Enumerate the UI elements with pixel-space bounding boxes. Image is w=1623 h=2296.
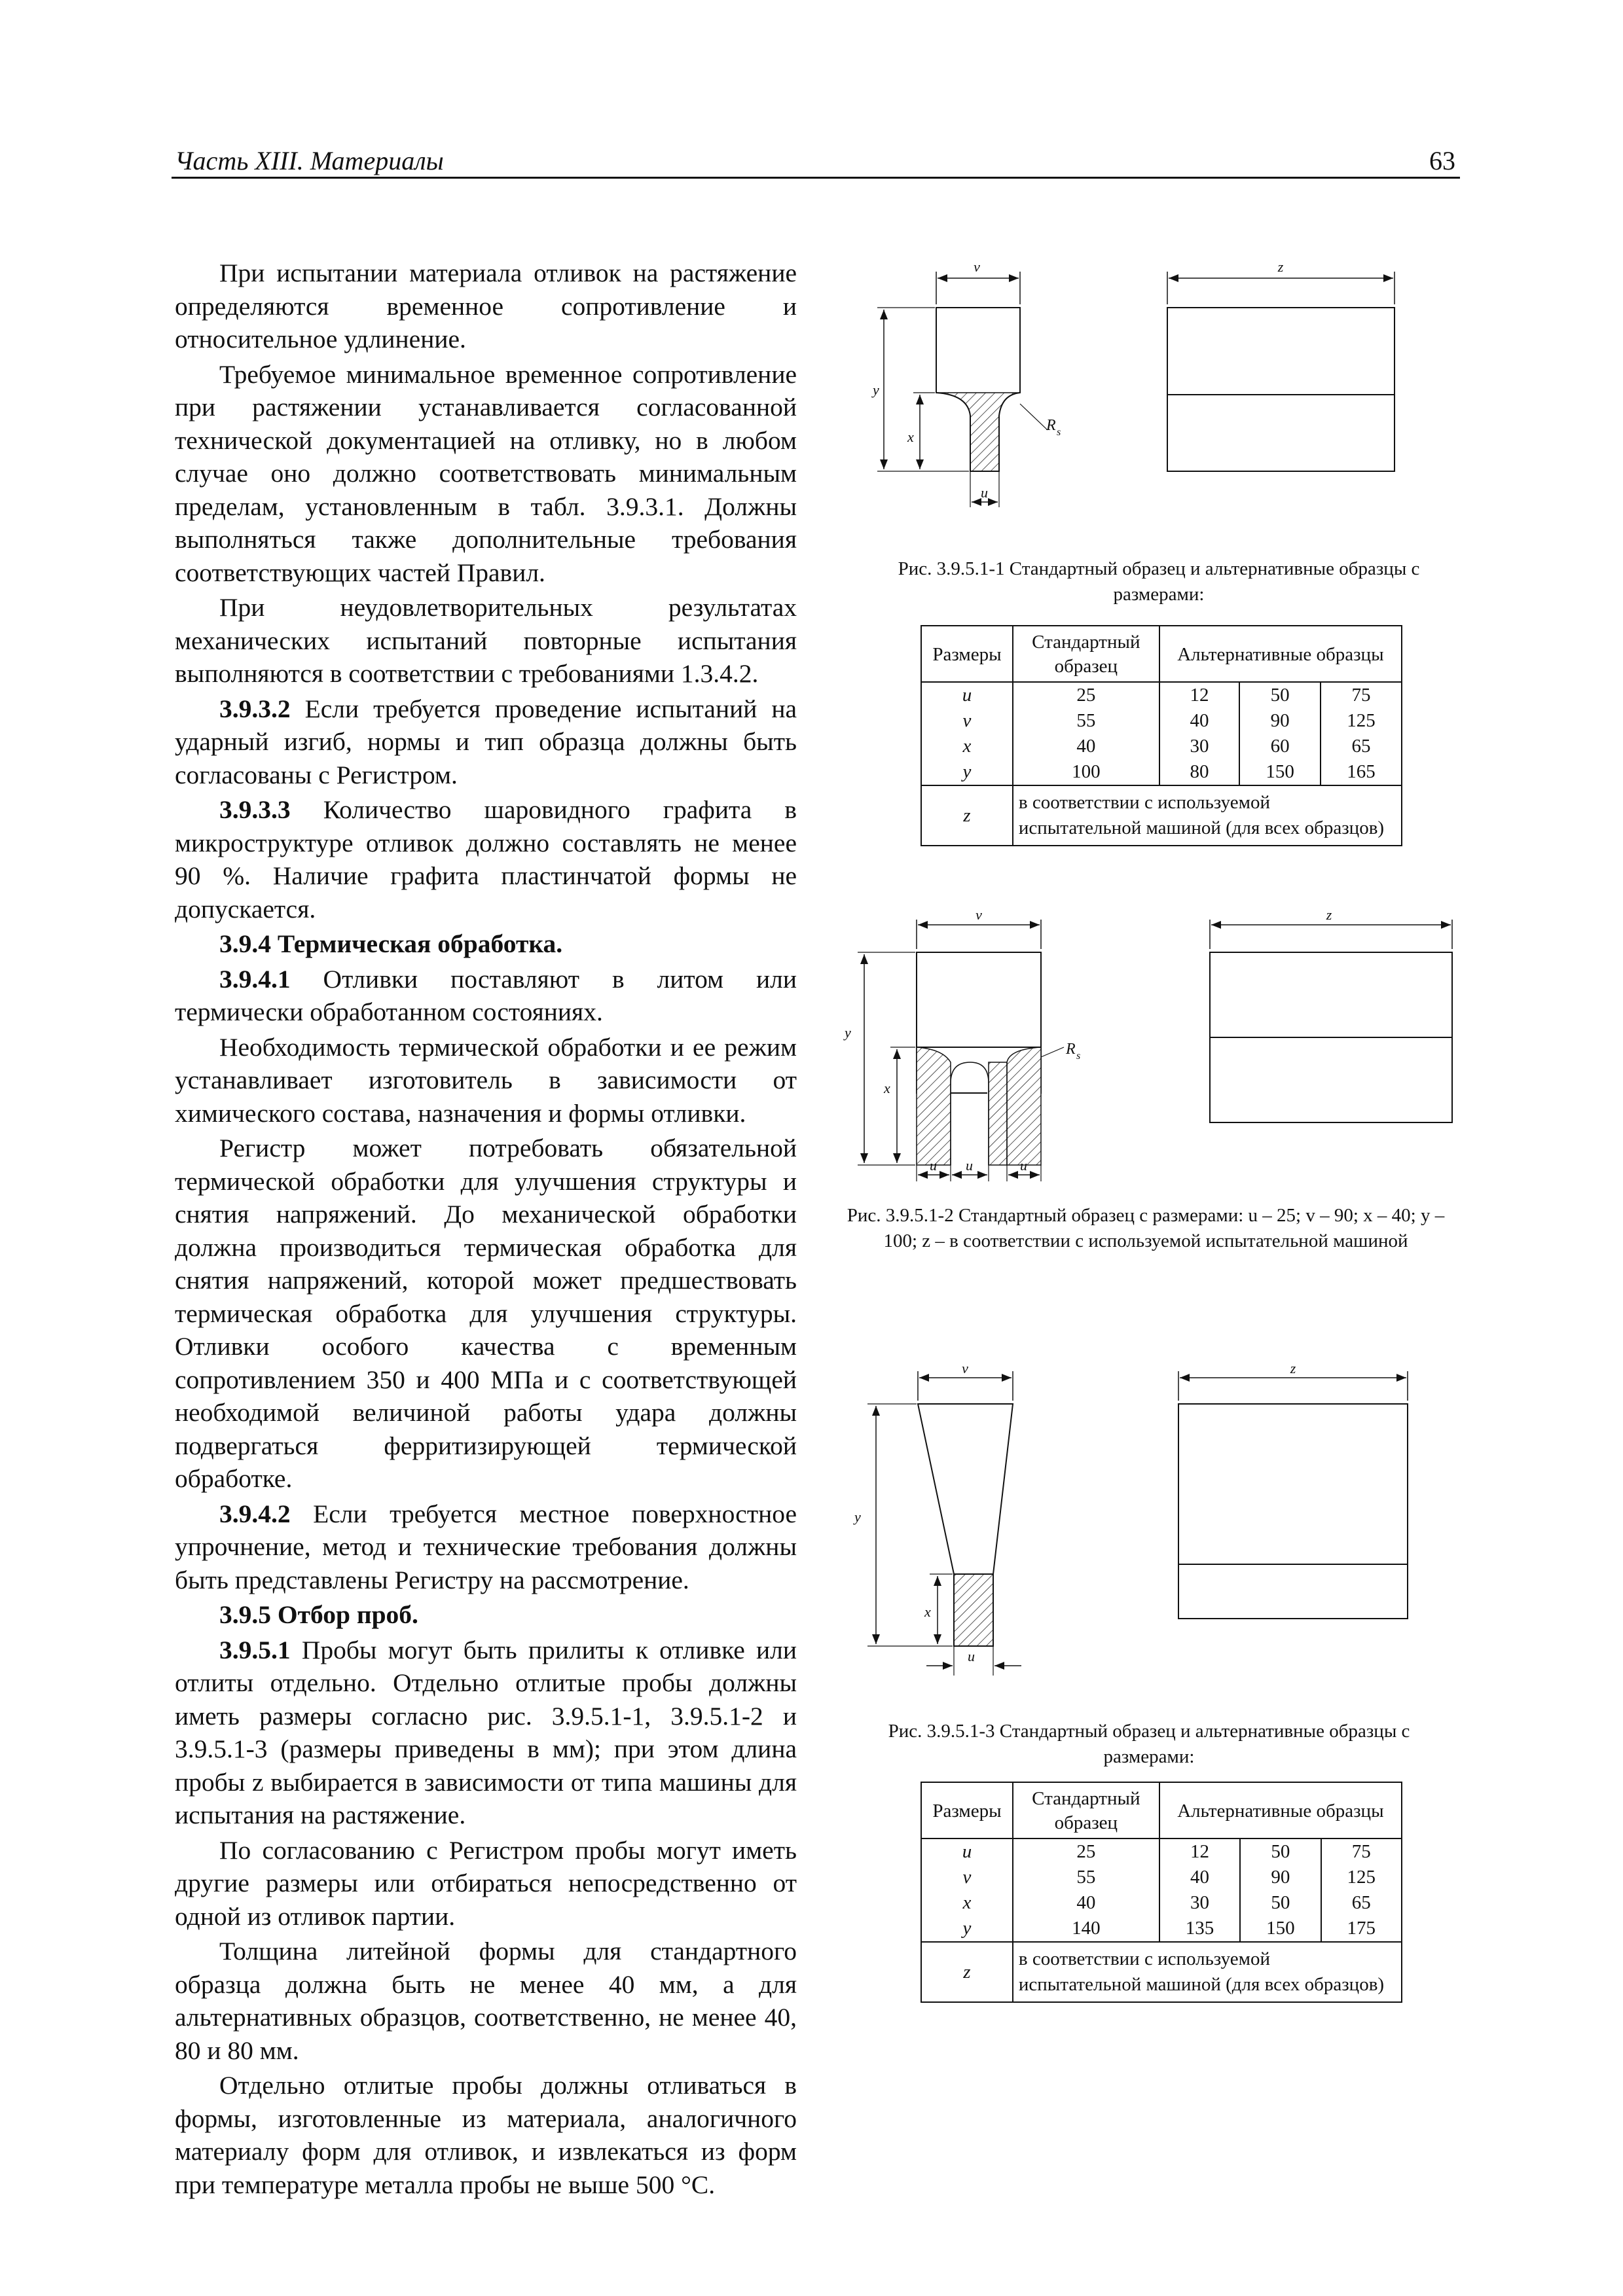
paragraph-text: Необходимость термической обработки и ее режим устанавливает изготовитель в зависимости от химического состава, назначения и формы отливки.	[175, 1032, 797, 1128]
cell: 12	[1190, 685, 1209, 706]
figure-3-9-5-1-2	[831, 906, 1453, 1181]
fig2-label-y: y	[845, 1024, 851, 1041]
cell: 65	[1351, 736, 1371, 757]
cell: 25	[1076, 1841, 1096, 1862]
fig2-label-r: R	[1066, 1041, 1076, 1058]
table-header-row	[921, 626, 1402, 682]
figure-3-drawing	[845, 1361, 1453, 1689]
section-number: 3.9.4 Термическая обработка.	[219, 929, 563, 958]
cell: 30	[1190, 1892, 1209, 1913]
cell: 50	[1270, 685, 1290, 706]
page-number: 63	[1429, 146, 1455, 175]
paragraph-p3	[175, 591, 797, 691]
fig1-label-y: y	[873, 382, 879, 398]
fig3-label-u: u	[968, 1648, 975, 1664]
cell: 65	[1351, 1892, 1371, 1913]
alt2-values-cell	[1240, 1839, 1321, 1942]
fig1-label-u: u	[981, 484, 988, 501]
cell: 140	[1072, 1918, 1101, 1939]
paragraph-text: Регистр может потребовать обязательной термической обработки для улучшения структуры и снятия напряжений. До механической обработки должна производиться термическая обработка для снятия напряжений, которой может предшествовать термическая обработка для улучшения структуры. Отливки особого качества с временным сопротивлением 350 и 400 МПа и с соответствующей необходимой величиной работы удара должны подвергаться ферритизирующей термической обработке.	[175, 1134, 797, 1493]
z-label-cell: z	[921, 1942, 1013, 2002]
paragraph-p10	[175, 1498, 797, 1597]
fig1-label-r-sub: s	[1057, 427, 1061, 438]
cell: 125	[1347, 710, 1376, 731]
fig3-label-z: z	[1290, 1361, 1296, 1376]
paragraph-text: По согласованию с Регистром пробы могут иметь другие размеры или отбираться непосредственно от одной из отливок партии.	[175, 1835, 797, 1931]
cell: 12	[1190, 1841, 1209, 1862]
running-header-title: Часть XIII. Материалы	[175, 146, 444, 175]
header-dims: Размеры	[921, 626, 1013, 682]
fig1-label-x: x	[907, 429, 914, 445]
paragraph-p6	[175, 927, 797, 961]
alt3-values-cell	[1321, 682, 1402, 785]
standard-values-cell	[1013, 1839, 1159, 1942]
header-standard: Стандартный образец	[1013, 1782, 1159, 1839]
fig2-label-z: z	[1326, 906, 1332, 923]
figure-3-9-5-1-3	[845, 1361, 1453, 1689]
row-label: u	[962, 685, 972, 706]
z-text-cell: в соответствии с используемой испытательной машиной (для всех образцов)	[1013, 1942, 1402, 2002]
z-label-cell: z	[921, 785, 1013, 846]
alt1-values-cell	[1159, 682, 1239, 785]
header-standard: Стандартный образец	[1013, 626, 1159, 682]
z-text-cell: в соответствии с используемой испытательной машиной (для всех образцов)	[1013, 785, 1402, 846]
paragraph-p15	[175, 2069, 797, 2201]
cell: 100	[1072, 761, 1101, 782]
row-labels-cell	[921, 1839, 1013, 1942]
standard-values-cell	[1013, 682, 1159, 785]
cell: 80	[1190, 761, 1209, 782]
fig1-label-z: z	[1277, 259, 1284, 275]
table-figure-1-dimensions	[921, 625, 1402, 846]
figure-2-caption: Рис. 3.9.5.1-2 Стандартный образец с размерами: u – 25; v – 90; x – 40; y – 100; z – в соответствии с используемой испытательной машиной	[847, 1205, 1445, 1251]
paragraph-p1	[175, 257, 797, 356]
paragraph-text: Толщина литейной формы для стандартного образца должна быть не менее 40 мм, а для альтернативных образцов, соответственно, не менее 40, 80 и 80 мм.	[175, 1937, 797, 2065]
paragraph-p12	[175, 1634, 797, 1832]
paragraph-p13	[175, 1834, 797, 1933]
row-label: x	[962, 736, 972, 757]
fig3-label-x: x	[924, 1604, 931, 1620]
section-number: 3.9.5 Отбор проб.	[219, 1600, 418, 1629]
fig1-label-v: v	[974, 259, 980, 275]
paragraph-p9	[175, 1132, 797, 1496]
alt2-values-cell	[1239, 682, 1321, 785]
header-rule	[172, 177, 1460, 179]
fig2-label-v: v	[976, 906, 982, 923]
fig2-label-x: x	[884, 1080, 890, 1096]
cell: 135	[1185, 1918, 1214, 1939]
paragraph-p11	[175, 1598, 797, 1632]
cell: 150	[1266, 1918, 1295, 1939]
cell: 25	[1076, 685, 1096, 706]
cell: 175	[1347, 1918, 1376, 1939]
cell: 60	[1270, 736, 1290, 757]
paragraph-text: При неудовлетворительных результатах механических испытаний повторные испытания выполняются в соответствии с требованиями 1.3.4.2.	[175, 593, 797, 688]
paragraph-text: Отливки поставляют в литом или термически обработанном состояниях.	[175, 964, 797, 1026]
cell: 40	[1076, 736, 1096, 757]
row-label: y	[962, 761, 972, 782]
row-label: v	[962, 710, 972, 731]
section-number: 3.9.3.2	[219, 694, 291, 723]
cell: 125	[1347, 1867, 1376, 1888]
cell: 40	[1190, 710, 1209, 731]
fig3-label-y: y	[854, 1509, 861, 1525]
cell: 30	[1190, 736, 1209, 757]
cell: 50	[1271, 1841, 1290, 1862]
cell: 40	[1076, 1892, 1096, 1913]
figure-1-caption: Рис. 3.9.5.1-1 Стандартный образец и альтернативные образцы с размерами:	[898, 558, 1420, 605]
section-number: 3.9.5.1	[219, 1635, 291, 1664]
table-header-row	[921, 1782, 1402, 1839]
table-figure-3-dimensions	[921, 1782, 1402, 2003]
cell: 55	[1076, 710, 1096, 731]
figure-1-drawing	[851, 259, 1440, 520]
paragraph-text: Пробы могут быть прилиты к отливке или отлиты отдельно. Отдельно отлитые пробы должны иметь размеры согласно рис. 3.9.5.1-1, 3.9.5.1-2 и 3.9.5.1-3 (размеры приведены в мм); при этом длина пробы z выбирается в зависимости от типа машины для испытания на растяжение.	[175, 1635, 797, 1829]
figure-3-caption: Рис. 3.9.5.1-3 Стандартный образец и альтернативные образцы с размерами:	[888, 1721, 1410, 1767]
alt1-values-cell	[1159, 1839, 1240, 1942]
cell: 40	[1190, 1867, 1209, 1888]
cell: 90	[1271, 1867, 1290, 1888]
paragraph-text: Требуемое минимальное временное сопротивление при растяжении устанавливается согласованной технической документацией на отливку, но в любом случае оно должно соответствовать минимальным пределам, установленным в табл. 3.9.3.1. Должны выполняться также дополнительные требования соответствующих частей Правил.	[175, 359, 797, 587]
section-number: 3.9.4.1	[219, 964, 291, 994]
row-label: y	[962, 1918, 972, 1939]
table-row	[921, 1839, 1402, 1942]
paragraph-p4	[175, 692, 797, 792]
fig2-label-u3: u	[1020, 1157, 1027, 1174]
row-label: v	[962, 1867, 972, 1888]
table-row-z	[921, 785, 1402, 846]
paragraph-p5	[175, 793, 797, 925]
figure-2-drawing	[831, 906, 1453, 1181]
paragraph-text: Отдельно отлитые пробы должны отливаться в формы, изготовленные из материала, аналогичного материалу форм для отливок, и извлекаться из форм при температуре металла пробы не выше 500 °C.	[175, 2071, 797, 2199]
cell: 90	[1270, 710, 1290, 731]
paragraph-text: При испытании материала отливок на растяжение определяются временное сопротивление и относительное удлинение.	[175, 259, 797, 353]
fig1-label-r: R	[1046, 417, 1056, 434]
fig2-label-r-sub: s	[1076, 1050, 1081, 1062]
table-row	[921, 682, 1402, 785]
fig3-label-v: v	[962, 1361, 968, 1376]
cell: 55	[1076, 1867, 1096, 1888]
section-number: 3.9.4.2	[219, 1499, 291, 1528]
cell: 150	[1266, 761, 1294, 782]
paragraph-p14	[175, 1935, 797, 2067]
main-text-column	[175, 257, 797, 2203]
cell: 75	[1351, 685, 1371, 706]
row-label: x	[962, 1892, 972, 1913]
header-alternative: Альтернативные образцы	[1159, 1782, 1402, 1839]
paragraph-text: Количество шаровидного графита в микроструктуре отливок должно составлять не менее 90 %. Наличие графита пластинчатой формы не допускается.	[175, 795, 797, 924]
paragraph-p7	[175, 963, 797, 1029]
row-label: u	[962, 1841, 972, 1862]
cell: 165	[1347, 761, 1376, 782]
paragraph-p2	[175, 358, 797, 590]
cell: 50	[1271, 1892, 1290, 1913]
table-row-z	[921, 1942, 1402, 2002]
section-number: 3.9.3.3	[219, 795, 291, 824]
paragraph-text: Если требуется проведение испытаний на ударный изгиб, нормы и тип образца должны быть согласованы с Регистром.	[175, 694, 797, 789]
paragraph-text: Если требуется местное поверхностное упрочнение, метод и технические требования должны быть представлены Регистру на рассмотрение.	[175, 1499, 797, 1594]
fig2-label-u2: u	[966, 1157, 973, 1174]
cell: 75	[1351, 1841, 1371, 1862]
header-dims: Размеры	[921, 1782, 1013, 1839]
figure-3-9-5-1-1	[851, 259, 1440, 520]
row-labels-cell	[921, 682, 1013, 785]
alt3-values-cell	[1321, 1839, 1402, 1942]
fig2-label-u1: u	[930, 1157, 937, 1174]
paragraph-p8	[175, 1031, 797, 1130]
header-alternative: Альтернативные образцы	[1159, 626, 1402, 682]
